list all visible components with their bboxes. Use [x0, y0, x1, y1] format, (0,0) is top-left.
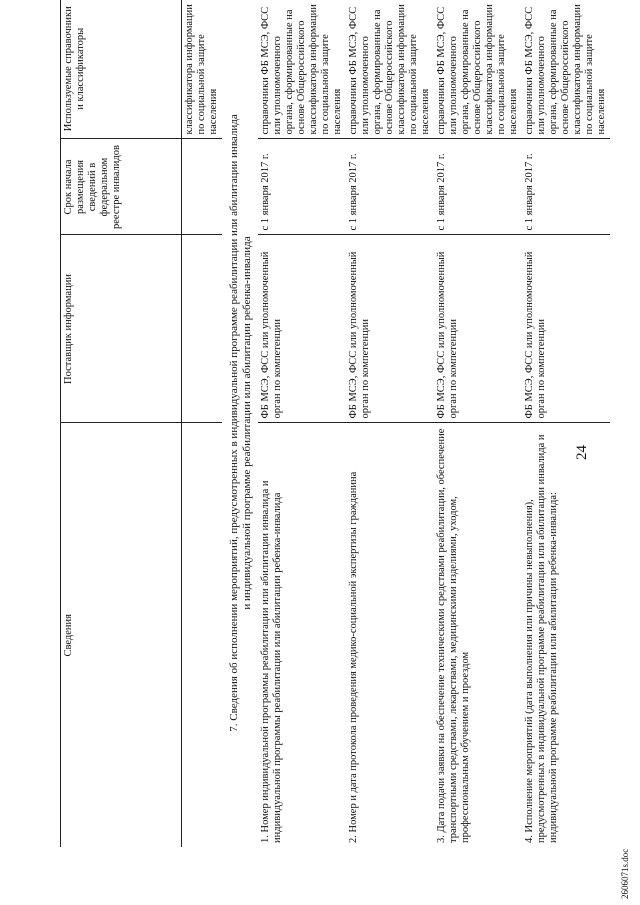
- row-info: 1. Номер индивидуальной программы реабилитации или абилитации инвалида и индивидуальной программы реабилитации или абилитации ребенка-инвалида: [260, 480, 283, 843]
- section-title: [222, 0, 258, 847]
- header-refs: Используемые справочники и классификаторы: [61, 0, 182, 139]
- header-row: [61, 0, 182, 847]
- row-provider: ФБ МСЭ, ФСС или уполномоченный орган по компетенции: [346, 235, 434, 423]
- header-provider: Поставщик информации: [61, 235, 182, 423]
- table-row: [522, 0, 610, 847]
- continuation-text: классификатора информации по социальной защите населения: [182, 0, 223, 139]
- table-row: [346, 0, 434, 847]
- row-info: 4. Исполнение мероприятий (дата выполнения или причины невыполнения), предусмотренных в индивидуальной программе реабилитации или абилитации инвалида и индивидуальной программе реабилитации или абилитации ребенка-инвалида:: [524, 434, 559, 843]
- row-info: 3. Дата подачи заявки на обеспечение техническими средствами реабилитации, обеспечение транспортными средствами, лекарствами, медицинскими изделиями, уходом, профессиональным обучением и проездом: [436, 428, 471, 843]
- page-number: 24: [574, 445, 590, 460]
- table-row: [434, 0, 522, 847]
- row-refs: справочники ФБ МСЭ, ФСС или уполномоченного органа, сформированные на основе Общероссийского классификатора информации по социальной защите населения: [346, 0, 434, 139]
- row-date: с 1 января 2017 г.: [522, 139, 610, 235]
- row-refs: справочники ФБ МСЭ, ФСС или уполномоченного органа, сформированные на основе Общероссийского классификатора информации по социальной защите населения: [522, 0, 610, 139]
- header-info: Сведения: [61, 423, 182, 847]
- section-title-line1: 7. Сведения об исполнении мероприятий, предусмотренных в индивидуальной программе реабилитации или абилитации инвалида: [228, 114, 240, 732]
- header-date: Срок начала размещения сведений в федеральном реестре инвалидов: [61, 139, 182, 235]
- row-refs: справочники ФБ МСЭ, ФСС или уполномоченного органа, сформированные на основе Общероссийского классификатора информации по социальной защите населения: [434, 0, 522, 139]
- section-title-line2: и индивидуальной программе реабилитации или абилитации ребенка-инвалида: [241, 236, 253, 610]
- row-date: с 1 января 2017 г.: [434, 139, 522, 235]
- row-provider: ФБ МСЭ, ФСС или уполномоченный орган по компетенции: [258, 235, 346, 423]
- section-title-row: [222, 0, 258, 847]
- continuation-row: [182, 0, 223, 847]
- row-provider: ФБ МСЭ, ФСС или уполномоченный орган по компетенции: [434, 235, 522, 423]
- row-refs: справочники ФБ МСЭ, ФСС или уполномоченного органа, сформированные на основе Общероссийского классификатора информации по социальной защите населения: [258, 0, 346, 139]
- table-row: [258, 0, 346, 847]
- file-name: 2606071s.doc: [620, 848, 630, 899]
- row-provider: ФБ МСЭ, ФСС или уполномоченный орган по компетенции: [522, 235, 610, 423]
- row-date: с 1 января 2017 г.: [258, 139, 346, 235]
- data-table: [60, 0, 610, 847]
- row-date: с 1 января 2017 г.: [346, 139, 434, 235]
- row-info: 2. Номер и дата протокола проведения медико-социальной экспертизы гражданина: [348, 471, 359, 843]
